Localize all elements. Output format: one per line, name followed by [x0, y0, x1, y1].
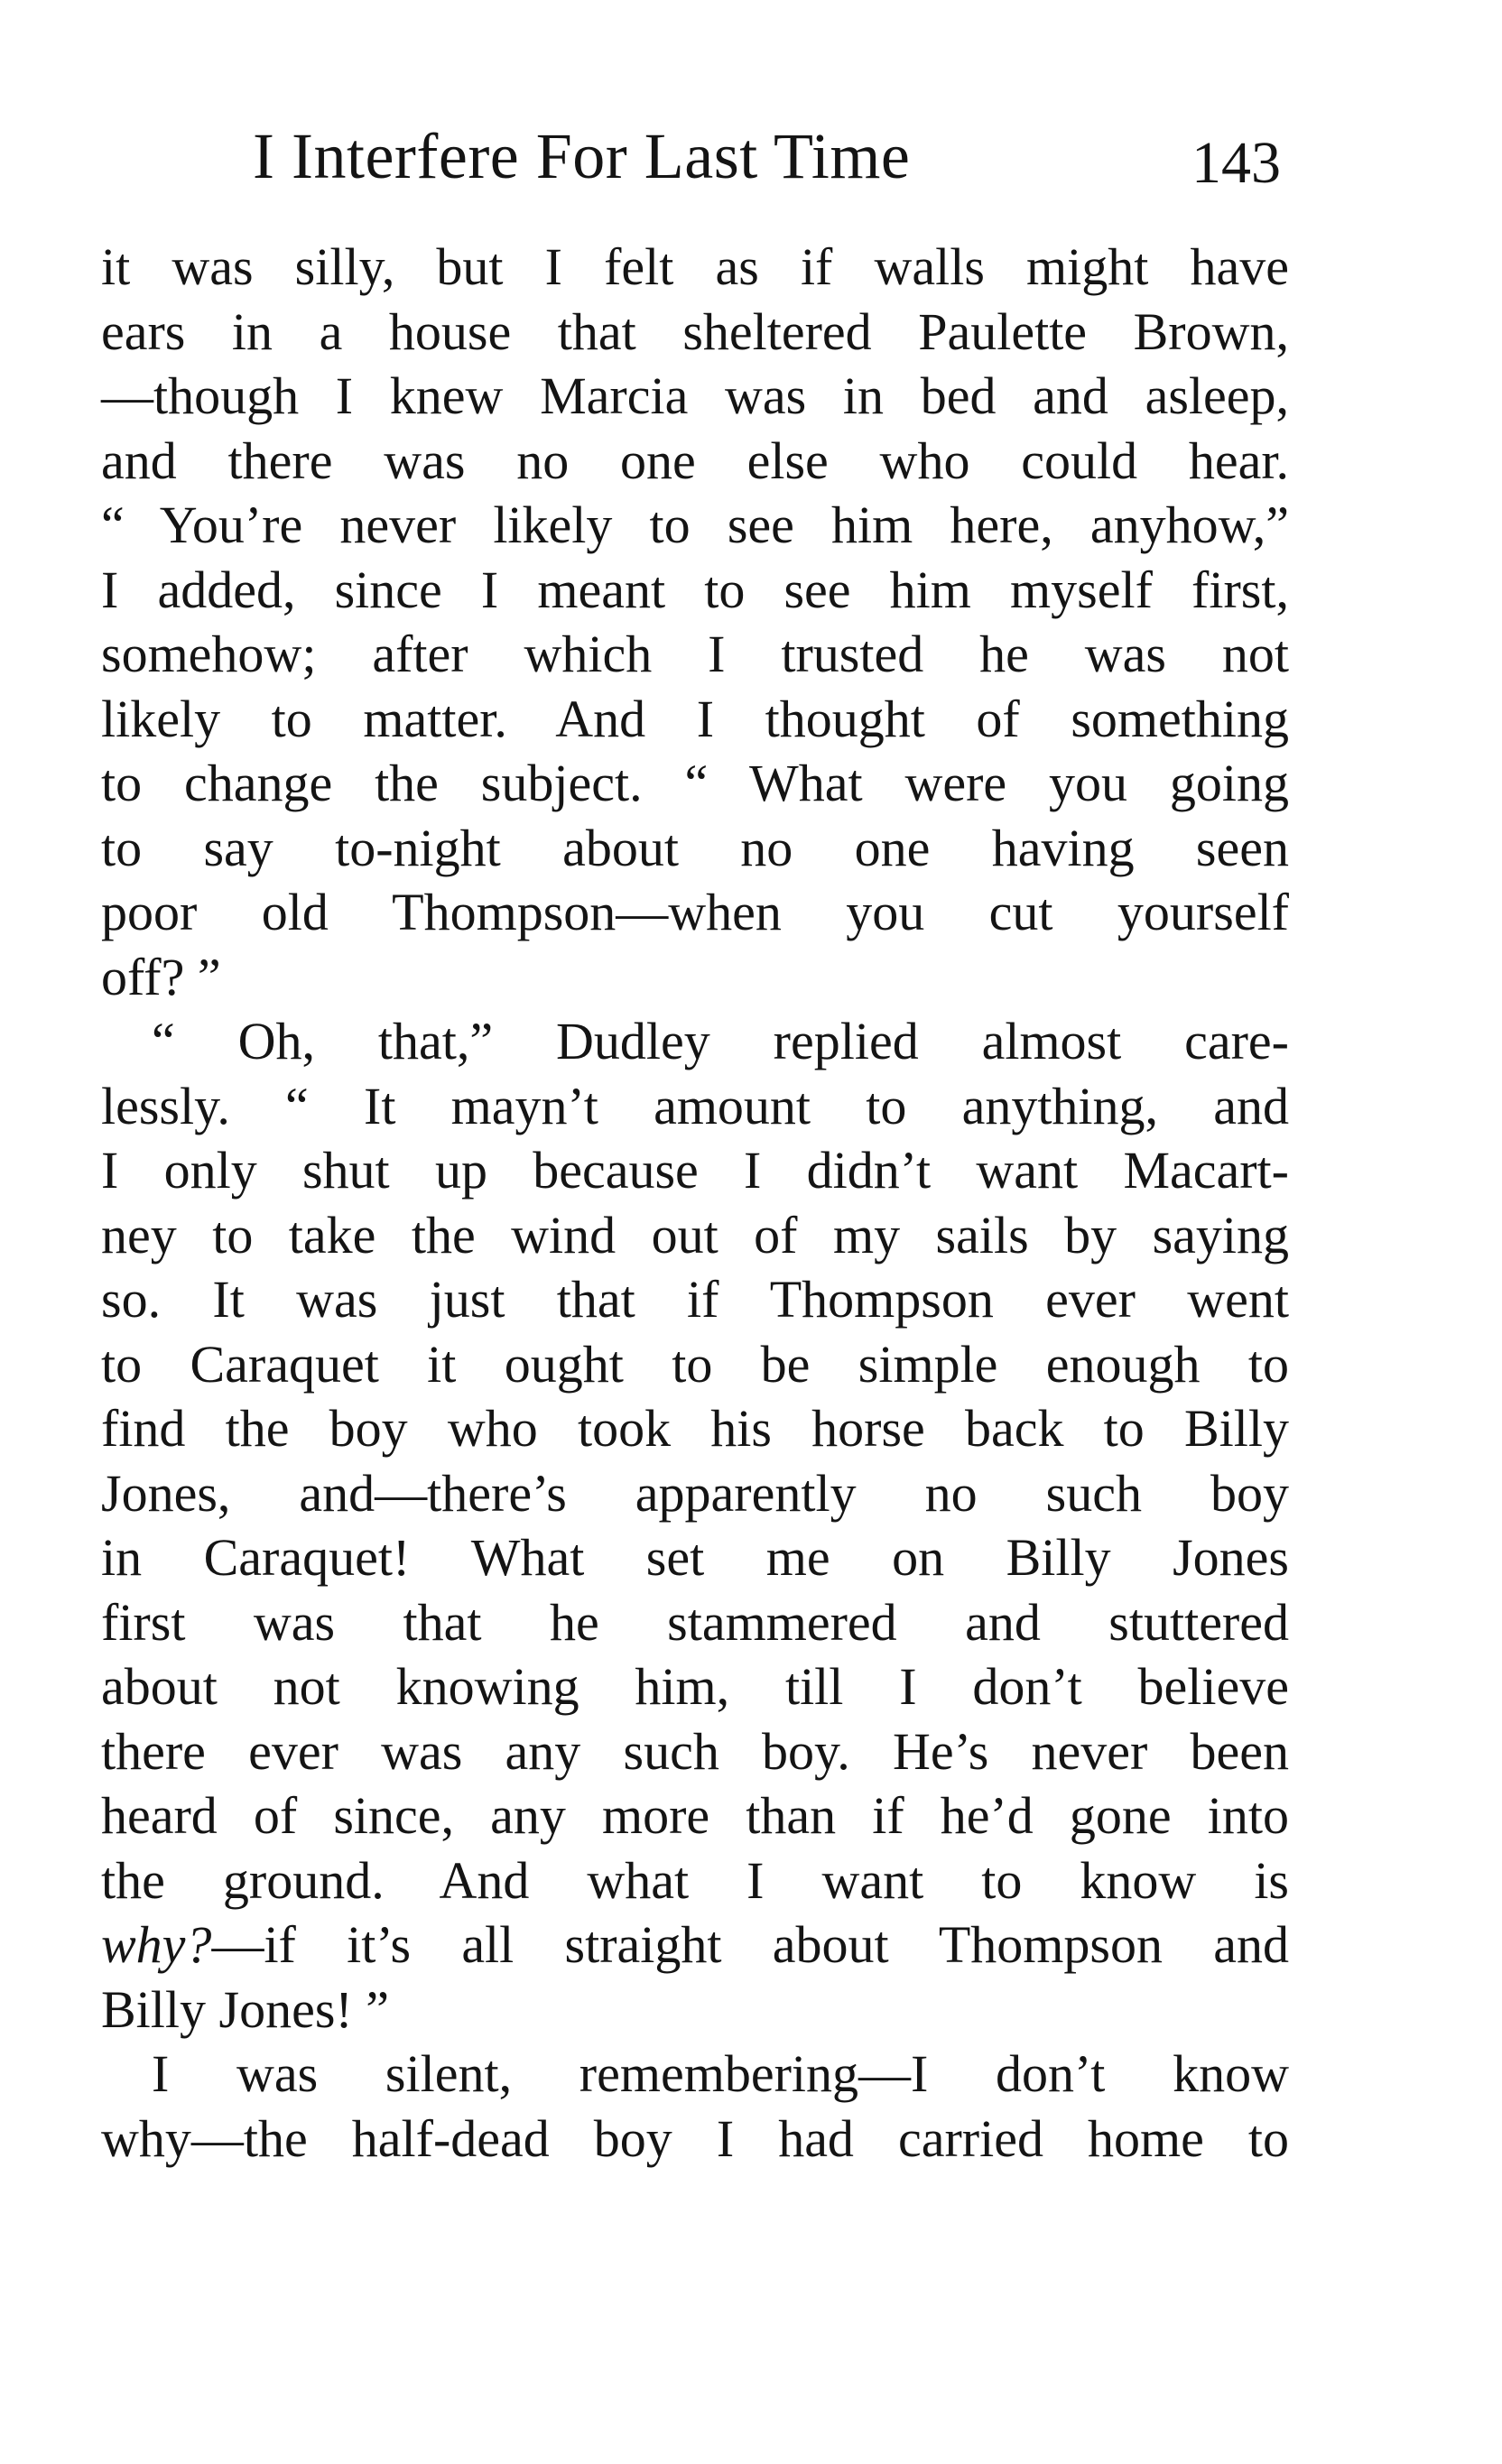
- text-line: I added, since I meant to see him myself first,: [101, 560, 1289, 619]
- text-line: and there was no one else who could hear.: [101, 431, 1289, 490]
- text-line: off? ”: [101, 947, 221, 1006]
- text-line: it was silly, but I felt as if walls might have: [101, 237, 1289, 296]
- text-line: so. It was just that if Thompson ever went: [101, 1270, 1289, 1329]
- text-line: there ever was any such boy. He’s never been: [101, 1721, 1289, 1781]
- text-line: find the boy who took his horse back to Billy: [101, 1399, 1289, 1458]
- emphasis-word: why?: [101, 1915, 212, 1974]
- text-line: first was that he stammered and stuttered: [101, 1592, 1289, 1652]
- text-line: I only shut up because I didn’t want Macart-: [101, 1141, 1289, 1200]
- running-title: I Interfere For Last Time: [253, 120, 911, 192]
- text-line: “ Oh, that,” Dudley replied almost care-: [152, 1012, 1289, 1070]
- text-line: ears in a house that sheltered Paulette Brown,: [101, 301, 1289, 361]
- text-line: why—the half-dead boy I had carried home to: [101, 2108, 1289, 2168]
- text-line: to say to-night about no one having seen: [101, 818, 1289, 877]
- text-line: somehow; after which I trusted he was not: [101, 625, 1289, 683]
- text-line-rest: —if it’s all straight about Thompson and: [211, 1915, 1289, 1974]
- text-line: Jones, and—there’s apparently no such boy: [101, 1463, 1289, 1523]
- body-text: [101, 235, 1289, 2171]
- text-line: heard of since, any more than if he’d gone into: [101, 1786, 1289, 1845]
- text-line: poor old Thompson—when you cut yourself: [101, 883, 1289, 941]
- text-line: to Caraquet it ought to be simple enough to: [101, 1334, 1289, 1394]
- text-line-with-emphasis: [101, 1913, 1289, 1978]
- text-line: lessly. “ It mayn’t amount to anything, and: [101, 1076, 1289, 1135]
- text-line: I was silent, remembering—I don’t know: [152, 2044, 1289, 2103]
- text-line: ney to take the wind out of my sails by saying: [101, 1205, 1289, 1264]
- text-line: in Caraquet! What set me on Billy Jones: [101, 1528, 1289, 1587]
- text-line: —though I knew Marcia was in bed and asleep,: [101, 366, 1289, 425]
- text-line: likely to matter. And I thought of something: [101, 689, 1289, 748]
- text-line: Billy Jones! ”: [101, 1979, 389, 2039]
- text-line: to change the subject. “ What were you going: [101, 754, 1289, 812]
- text-line: the ground. And what I want to know is: [101, 1850, 1289, 1910]
- page-number: 143: [1191, 130, 1281, 196]
- text-line: about not knowing him, till I don’t believe: [101, 1657, 1289, 1716]
- text-line: “ You’re never likely to see him here, anyhow,”: [101, 496, 1289, 554]
